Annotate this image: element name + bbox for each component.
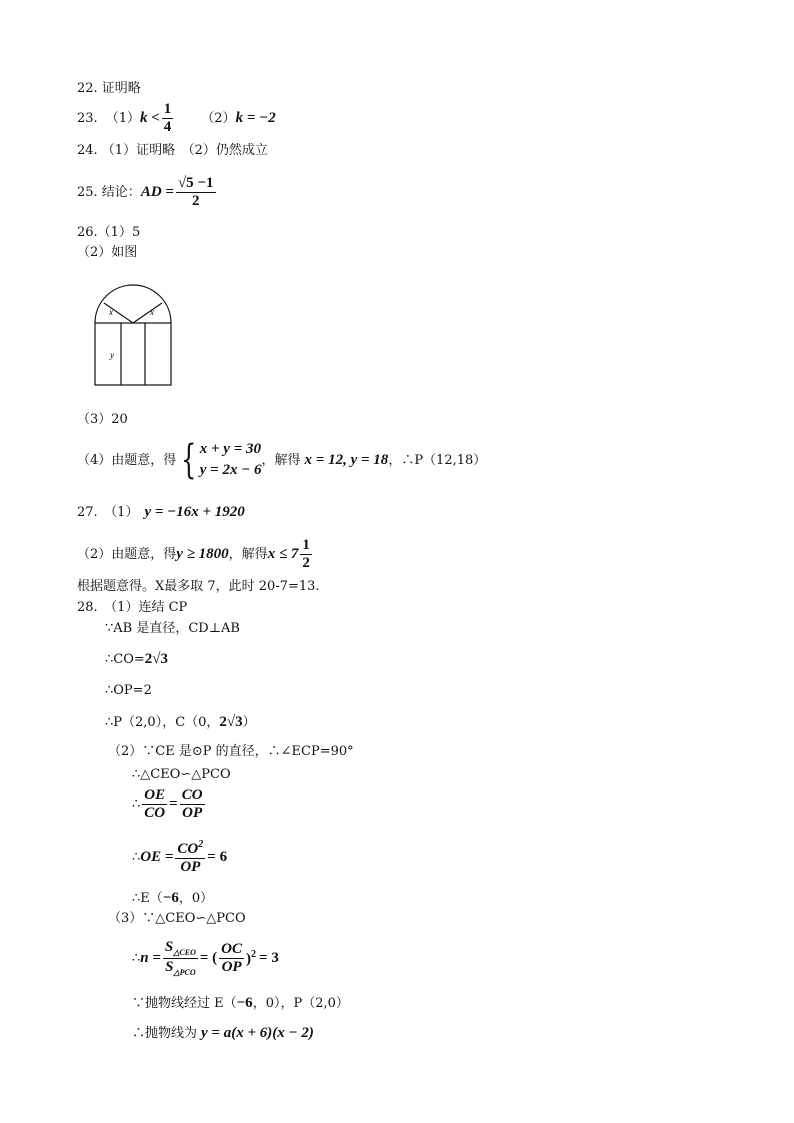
q28-line8: ∴ $\frac{OE}{CO}$ = $\frac{CO}{OP}$ (132, 786, 203, 821)
q28-line6: （2）∵CE 是⊙P 的直径，∴∠ECP=90° (108, 744, 354, 759)
q27-part1: 27. （1） y = −16x + 1920 (77, 504, 245, 520)
figure-label-x-left: x (109, 307, 113, 317)
q27-part3: 根据题意得。X最多取 7，此时 20-7=13. (77, 579, 320, 594)
equation-system: { x + y = 30 y = 2x − 6 (181, 437, 262, 483)
q28-line11: （3）∵△CEO∽△PCO (108, 911, 246, 926)
q26-part2: （2）如图 (77, 245, 138, 260)
q26-part3: （3）20 (77, 412, 128, 427)
fraction-ad: $\frac{√5 -1}{2}$ (177, 174, 214, 209)
window-figure (90, 283, 176, 389)
fraction-one-quarter: $\frac{1}{4}$ (163, 100, 172, 135)
q28-line7: ∴△CEO∽△PCO (132, 767, 231, 782)
q28-line4: ∴OP=2 (105, 683, 152, 698)
q28-line14: ∴抛物线为 y = a(x + 6)(x − 2) (132, 1025, 314, 1041)
q24: 24. （1）证明略 （2）仍然成立 (77, 143, 268, 158)
q28-line1: 28. （1）连结 CP (77, 600, 188, 615)
figure-label-x-right: x (150, 307, 154, 317)
q26-part4: （4）由题意，得 { x + y = 30 y = 2x − 6 ，解得 x = 12, y = 18 ，∴P（12,18） (77, 437, 487, 483)
q28-line2: ∵AB 是直径，CD⊥AB (105, 621, 240, 636)
figure-label-y: y (110, 350, 114, 360)
q22: 22. 证明略 (77, 81, 141, 96)
q23: 23. （1） k < $\frac{1}{4}$ （2） k = −2 (77, 100, 276, 135)
q28-line3: ∴CO= 2√3 (105, 651, 169, 667)
figure-diag-right (133, 303, 162, 323)
q28-line13: ∵抛物线经过 E（ −6 ，0），P（2,0） (132, 995, 349, 1011)
q28-line9: ∴ OE = $\frac{CO^2}{OP}$ = 6 (132, 838, 228, 875)
figure-frame (95, 323, 171, 385)
q28-line10: ∴E（ −6 ，0） (132, 890, 214, 906)
q26-part1: 26.（1）5 (77, 225, 141, 240)
q28-line5: ∴P（2,0），C（0， 2√3 ） (105, 714, 256, 730)
q27-part2: （2）由题意，得 y ≥ 1800 ，解得 x ≤ 7 $\frac{1}{2}$ (77, 536, 310, 571)
q25: 25. 结论： AD = $\frac{√5 -1}{2}$ (77, 174, 214, 209)
fraction-one-half: $\frac{1}{2}$ (302, 536, 310, 571)
q28-line12: ∴ n = $\frac{S_{\triangle CEO}}{S_{\triangle PCO}}$ = ( $\frac{OC}{OP}$ )$^2$ = 3 (132, 938, 279, 977)
